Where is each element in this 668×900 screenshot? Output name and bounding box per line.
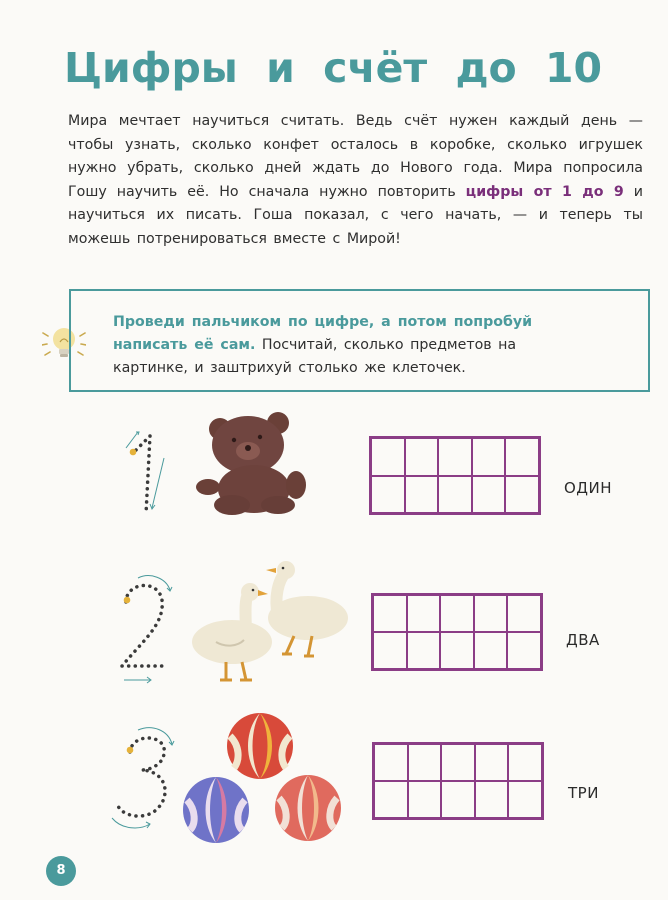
grid-cell[interactable] bbox=[441, 744, 475, 781]
dotted-digit-three[interactable] bbox=[108, 722, 180, 834]
grid-cell[interactable] bbox=[373, 632, 407, 669]
grid-cell[interactable] bbox=[508, 744, 542, 781]
digit-one-value: 1 bbox=[104, 428, 105, 429]
grid-cell[interactable] bbox=[407, 632, 441, 669]
grid-cell[interactable] bbox=[371, 438, 405, 476]
dotted-digit-one[interactable] bbox=[104, 428, 174, 528]
grid-cell[interactable] bbox=[408, 781, 442, 818]
grid-cell[interactable] bbox=[371, 476, 405, 514]
grid-cell[interactable] bbox=[505, 438, 539, 476]
grid-cell[interactable] bbox=[374, 781, 408, 818]
grid-cell[interactable] bbox=[438, 476, 472, 514]
grid-cell[interactable] bbox=[440, 595, 474, 632]
grid-cell[interactable] bbox=[374, 744, 408, 781]
page-number: 8 bbox=[46, 856, 76, 886]
teddy-bear-picture bbox=[196, 407, 308, 517]
grid-cell[interactable] bbox=[507, 632, 541, 669]
grid-cell[interactable] bbox=[408, 744, 442, 781]
balls-picture bbox=[180, 710, 344, 846]
geese-picture bbox=[186, 558, 354, 688]
number-word-two: ДВА bbox=[566, 631, 600, 649]
intro-text-start: Мира мечтает научиться считать. Ведь счёт нужен каждый день — чтобы узнать, сколько конфет осталось в коробке, сколько игрушек нужно убрать, сколько дней ждать до Нового года. Мира попросила Гошу научить её. Но сначала нужно повторить bbox=[68, 113, 643, 200]
digit-three-value: 3 bbox=[108, 722, 109, 723]
instruction-text bbox=[113, 311, 573, 380]
grid-cell[interactable] bbox=[475, 781, 509, 818]
grid-cell[interactable] bbox=[474, 632, 508, 669]
instruction-accent: Проведи пальчиком по цифре, а потом попробуй написать её сам. bbox=[113, 314, 533, 353]
grid-cell[interactable] bbox=[475, 744, 509, 781]
grid-cell[interactable] bbox=[507, 595, 541, 632]
grid-cell[interactable] bbox=[438, 438, 472, 476]
intro-highlight: цифры от 1 до 9 bbox=[465, 183, 624, 200]
grid-cell[interactable] bbox=[405, 438, 439, 476]
dotted-digit-two[interactable] bbox=[110, 568, 180, 688]
grid-cell[interactable] bbox=[440, 632, 474, 669]
number-word-three: ТРИ bbox=[568, 784, 599, 802]
digit-two-value: 2 bbox=[110, 568, 111, 569]
grid-cell[interactable] bbox=[505, 476, 539, 514]
instruction-box bbox=[69, 289, 650, 392]
grid-cell[interactable] bbox=[405, 476, 439, 514]
intro-paragraph bbox=[68, 110, 643, 251]
page-title: Цифры и счёт до 10 bbox=[64, 44, 603, 92]
count-grid-three[interactable] bbox=[372, 742, 544, 820]
intro-text-end: и научиться их писать. Гоша показал, с чего начать, — и теперь ты можешь потренироваться вместе с Мирой! bbox=[68, 183, 643, 247]
grid-cell[interactable] bbox=[508, 781, 542, 818]
grid-cell[interactable] bbox=[441, 781, 475, 818]
grid-cell[interactable] bbox=[474, 595, 508, 632]
grid-cell[interactable] bbox=[407, 595, 441, 632]
grid-cell[interactable] bbox=[373, 595, 407, 632]
number-word-one: ОДИН bbox=[564, 479, 613, 497]
grid-cell[interactable] bbox=[472, 476, 506, 514]
count-grid-one[interactable] bbox=[369, 436, 541, 515]
grid-cell[interactable] bbox=[472, 438, 506, 476]
instruction-rest: Посчитай, сколько предметов на картинке, и заштрихуй столько же клеточек. bbox=[113, 337, 517, 376]
count-grid-two[interactable] bbox=[371, 593, 543, 671]
